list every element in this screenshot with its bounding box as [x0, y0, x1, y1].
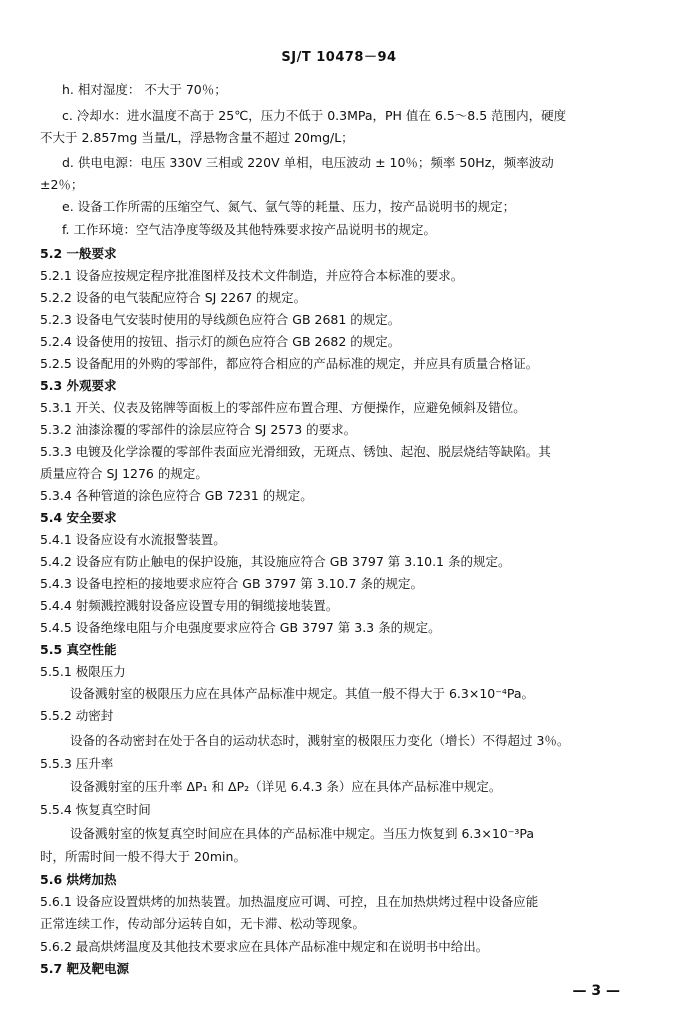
clause-5-3-3: 5.3.3 电镀及化学涂覆的零部件表面应光滑细致，无斑点、锈蚀、起泡、脱层烧结等缺陷。其: [40, 444, 551, 459]
item-f-environment: f. 工作环境：空气洁净度等级及其他特殊要求按产品说明书的规定。: [62, 222, 436, 237]
clause-5-6-1-continuation: 正常连续工作，传动部分运转自如，无卡滞、松动等现象。: [40, 916, 366, 931]
clause-5-2-5: 5.2.5 设备配用的外购的零部件，都应符合相应的产品标准的规定，并应具有质量合格证。: [40, 356, 539, 371]
item-d-power-supply: d. 供电电源：电压 330V 三相或 220V 单相，电压波动 ± 10％；频率 50Hz，频率波动: [62, 155, 554, 170]
clause-5-2-4: 5.2.4 设备使用的按钮、指示灯的颜色应符合 GB 2682 的规定。: [40, 334, 401, 349]
item-d-continuation: ±2％；: [40, 177, 84, 192]
page-number: — 3 —: [572, 983, 620, 999]
clause-5-5-4-heading: 5.5.4 恢复真空时间: [40, 802, 151, 817]
clause-5-4-3: 5.4.3 设备电控柜的接地要求应符合 GB 3797 第 3.10.7 条的规定。: [40, 576, 423, 591]
item-c-cooling-water: c. 冷却水：进水温度不高于 25℃，压力不低于 0.3MPa，PH 值在 6.5～8.5 范围内，硬度: [62, 108, 567, 123]
section-5-2-heading: 5.2 一般要求: [40, 246, 117, 261]
clause-5-2-3: 5.2.3 设备电气安装时使用的导线颜色应符合 GB 2681 的规定。: [40, 312, 401, 327]
clause-5-4-2: 5.4.2 设备应有防止触电的保护设施，其设施应符合 GB 3797 第 3.10.1 条的规定。: [40, 554, 511, 569]
clause-5-5-2-heading: 5.5.2 动密封: [40, 708, 114, 723]
clause-5-3-3-continuation: 质量应符合 SJ 1276 的规定。: [40, 466, 208, 481]
clause-5-3-4: 5.3.4 各种管道的涂色应符合 GB 7231 的规定。: [40, 488, 313, 503]
standard-code-header: SJ/T 10478－94: [281, 50, 397, 65]
clause-5-4-4: 5.4.4 射频溅控溅射设备应设置专用的铜缆接地装置。: [40, 598, 339, 613]
clause-5-5-2-body: 设备的各动密封在处于各自的运动状态时，溅射室的极限压力变化（增长）不得超过 3％。: [70, 733, 570, 748]
item-h-humidity: h. 相对湿度： 不大于 70％；: [62, 82, 227, 97]
clause-5-6-1: 5.6.1 设备应设置烘烤的加热装置。加热温度应可调、可控，且在加热烘烤过程中设备应能: [40, 894, 539, 909]
section-5-4-heading: 5.4 安全要求: [40, 510, 117, 525]
clause-5-5-4-continuation: 时，所需时间一般不得大于 20min。: [40, 849, 246, 864]
clause-5-2-1: 5.2.1 设备应按规定程序批准图样及技术文件制造，并应符合本标准的要求。: [40, 268, 464, 283]
clause-5-5-1-body: 设备溅射室的极限压力应在具体产品标准中规定。其值一般不得大于 6.3×10⁻⁴Pa。: [70, 686, 534, 701]
clause-5-3-2: 5.3.2 油漆涂覆的零部件的涂层应符合 SJ 2573 的要求。: [40, 422, 357, 437]
clause-5-5-1-heading: 5.5.1 极限压力: [40, 664, 126, 679]
clause-5-2-2: 5.2.2 设备的电气装配应符合 SJ 2267 的规定。: [40, 290, 307, 305]
clause-5-5-3-body: 设备溅射室的压升率 ΔP₁ 和 ΔP₂（详见 6.4.3 条）应在具体产品标准中规定。: [70, 779, 502, 794]
clause-5-4-5: 5.4.5 设备绝缘电阻与介电强度要求应符合 GB 3797 第 3.3 条的规定。: [40, 620, 441, 635]
clause-5-6-2: 5.6.2 最高烘烤温度及其他技术要求应在具体产品标准中规定和在说明书中给出。: [40, 939, 489, 954]
section-5-7-heading: 5.7 靶及靶电源: [40, 961, 129, 976]
clause-5-3-1: 5.3.1 开关、仪表及铭牌等面板上的零部件应布置合理、方便操作，应避免倾斜及错位。: [40, 400, 526, 415]
section-5-3-heading: 5.3 外观要求: [40, 378, 117, 393]
clause-5-5-3-heading: 5.5.3 压升率: [40, 756, 114, 771]
clause-5-5-4-body: 设备溅射室的恢复真空时间应在具体的产品标准中规定。当压力恢复到 6.3×10⁻³Pa: [70, 826, 534, 841]
section-5-6-heading: 5.6 烘烤加热: [40, 872, 117, 887]
item-c-continuation: 不大于 2.857mg 当量/L，浮悬物含量不超过 20mg/L；: [40, 130, 354, 145]
item-e-compressed-air: e. 设备工作所需的压缩空气、氮气、氩气等的耗量、压力，按产品说明书的规定；: [62, 199, 516, 214]
clause-5-4-1: 5.4.1 设备应设有水流报警装置。: [40, 532, 226, 547]
section-5-5-heading: 5.5 真空性能: [40, 642, 117, 657]
